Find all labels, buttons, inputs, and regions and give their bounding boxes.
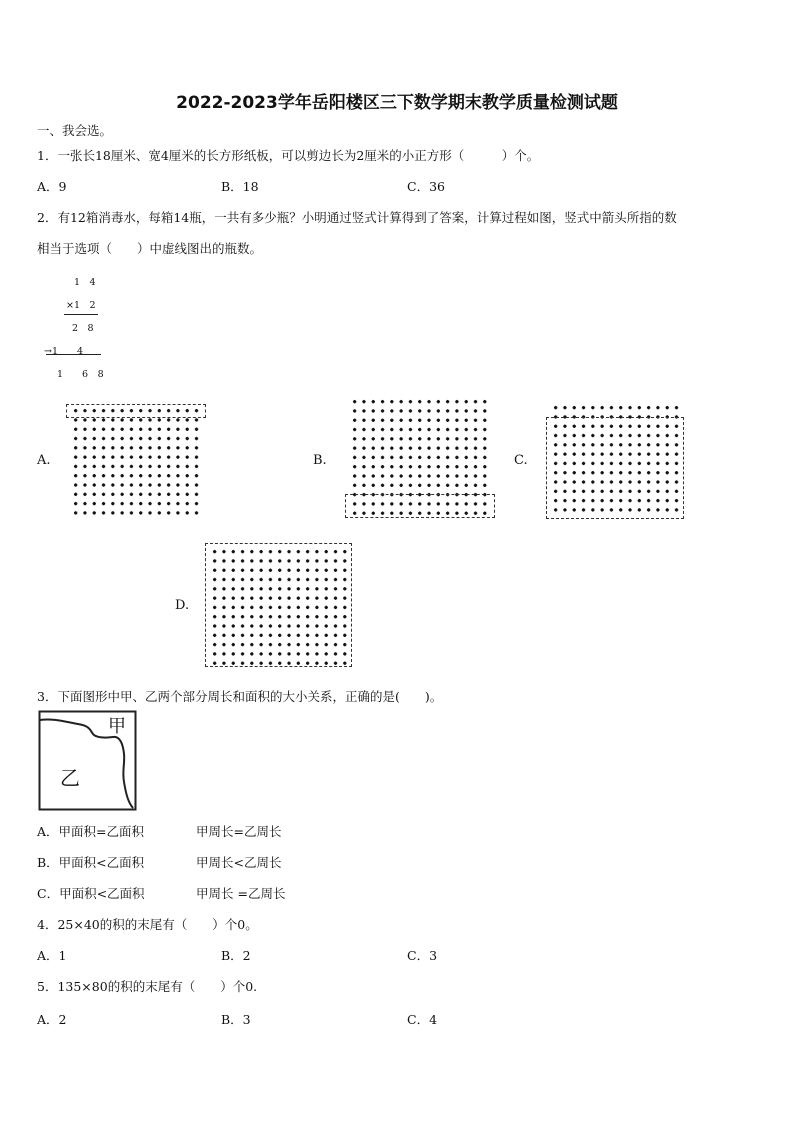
calc-line-2 — [46, 354, 101, 355]
q5-option-a[interactable]: A．2 — [37, 1012, 67, 1027]
q4-option-c[interactable]: C．3 — [407, 948, 438, 963]
q3-option-c[interactable]: C．甲面积<乙面积 — [37, 886, 145, 901]
question-5-text: 5．135×80的积的末尾有（ ）个0. — [37, 979, 258, 994]
label-jia: 甲 — [108, 716, 126, 737]
q1-option-c[interactable]: C．36 — [407, 179, 445, 194]
calc-row-4: →1 4 — [44, 346, 84, 357]
q2-option-c-label[interactable]: C. — [514, 453, 528, 468]
dashed-outline — [205, 543, 352, 667]
question-3-text: 3．下面图形中甲、乙两个部分周长和面积的大小关系，正确的是( )。 — [37, 689, 443, 704]
q3-option-b[interactable]: B．甲面积<乙面积 — [37, 855, 145, 870]
q3-option-b-perimeter: 甲周长<乙周长 — [196, 855, 282, 870]
q4-option-b[interactable]: B．2 — [221, 948, 251, 963]
q3-option-a-perimeter: 甲周长=乙周长 — [196, 824, 282, 839]
question-2-text-line2: 相当于选项（ ）中虚线图出的瓶数。 — [37, 241, 263, 256]
question-1-text: 1．一张长18厘米、宽4厘米的长方形纸板，可以剪边长为2厘米的小正方形（ ）个。 — [37, 148, 540, 163]
calc-row-2: ×1 2 — [66, 300, 96, 311]
calc-row-3: 2 8 — [72, 323, 94, 334]
q2-option-a-label[interactable]: A. — [37, 453, 51, 468]
q3-option-c-perimeter: 甲周长 =乙周长 — [196, 886, 286, 901]
question-4-text: 4．25×40的积的末尾有（ ）个0。 — [37, 917, 258, 932]
section-heading: 一、我会选。 — [37, 123, 113, 138]
dashed-outline — [345, 494, 495, 518]
dashed-outline — [546, 417, 684, 519]
q1-option-b[interactable]: B．18 — [221, 179, 259, 194]
dot-array — [71, 406, 202, 518]
q5-option-c[interactable]: C．4 — [407, 1012, 438, 1027]
q3-option-a[interactable]: A．甲面积=乙面积 — [37, 824, 145, 839]
calc-row-5: 1 6 8 — [57, 369, 104, 380]
page-title: 2022-2023学年岳阳楼区三下数学期末教学质量检测试题 — [176, 93, 618, 113]
question-2-text-line1: 2．有12箱消毒水，每箱14瓶，一共有多少瓶？小明通过竖式计算得到了答案，计算过程如图，竖式中箭头所指的数 — [37, 210, 677, 225]
calc-line-1 — [64, 314, 98, 315]
q4-option-a[interactable]: A．1 — [37, 948, 67, 963]
calc-row-1: 1 4 — [74, 277, 96, 288]
q1-option-a[interactable]: A．9 — [37, 179, 67, 194]
q5-option-b[interactable]: B．3 — [221, 1012, 251, 1027]
q2-option-d-label[interactable]: D. — [175, 598, 190, 613]
dashed-outline — [66, 404, 206, 418]
q2-option-b-label[interactable]: B. — [313, 453, 327, 468]
label-yi: 乙 — [60, 766, 80, 790]
